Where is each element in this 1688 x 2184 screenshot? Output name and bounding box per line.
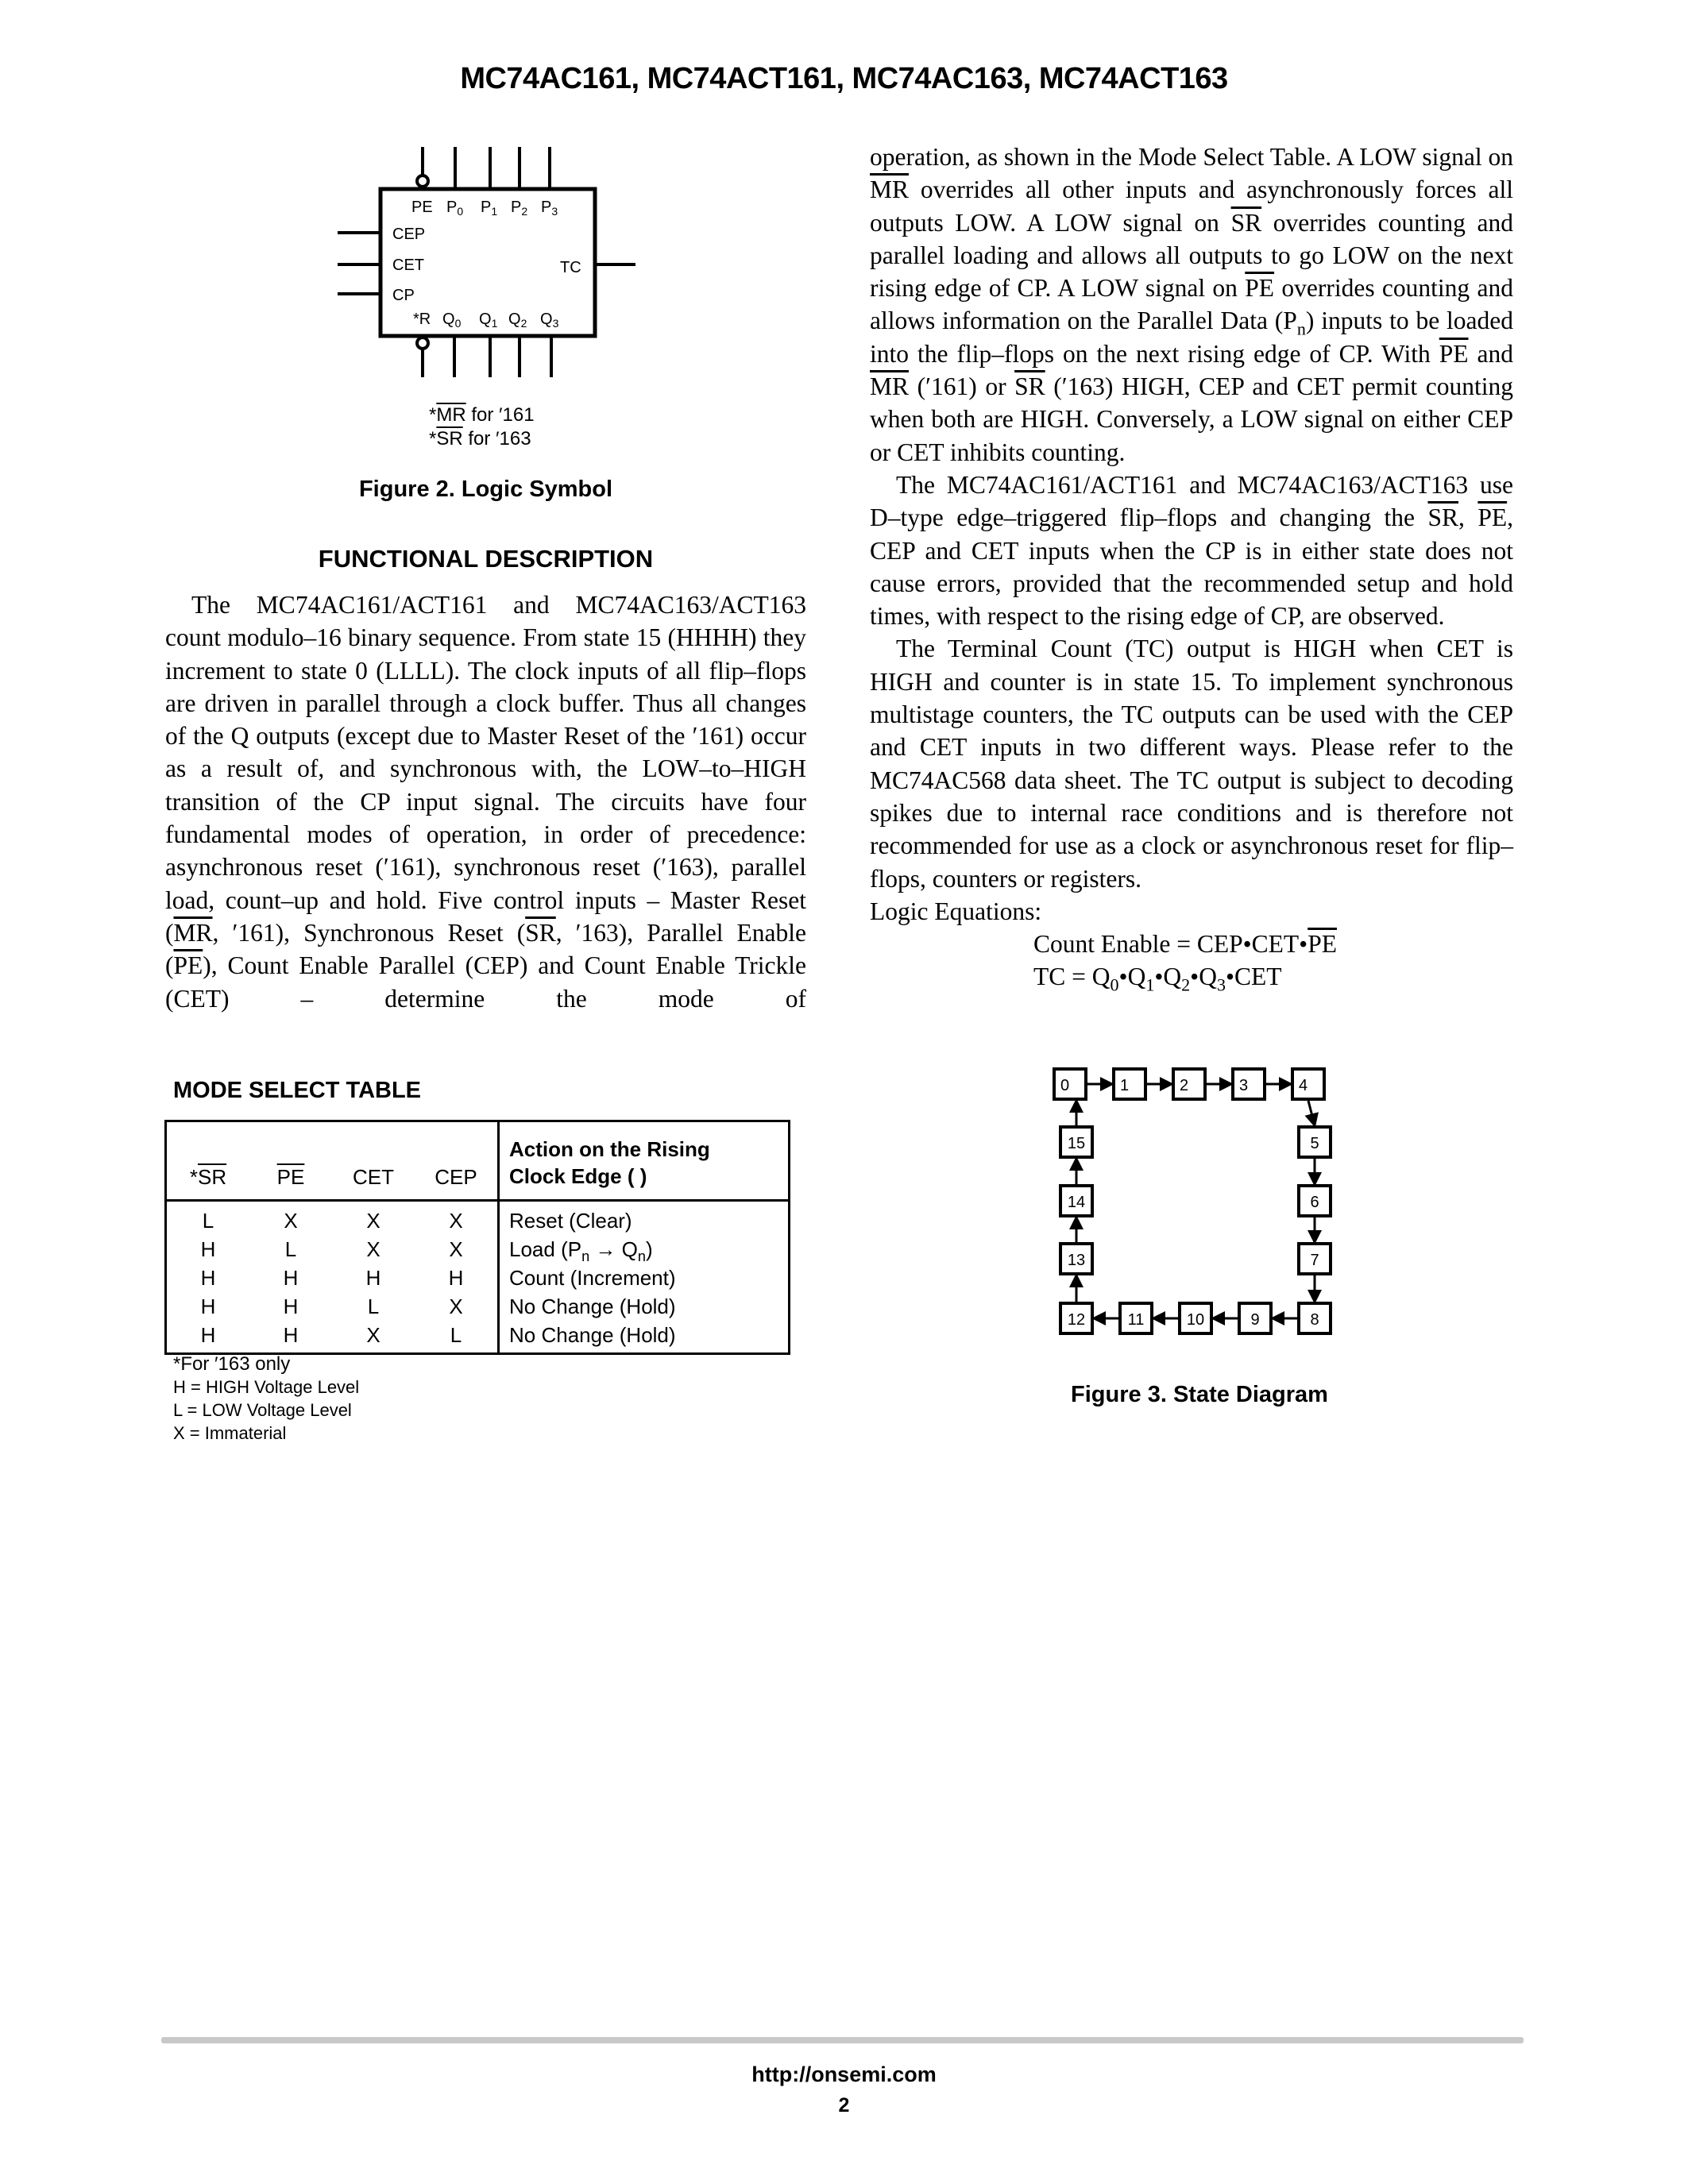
logic-equations-label: Logic Equations: [870,897,1042,925]
equation-count-enable: Count Enable = $CEP•CET•\overline{PE}$ [1033,930,1337,959]
state-label: 13 [1067,1252,1086,1269]
pin-label-cp: CP [392,287,415,304]
functional-description-left [165,588,806,1015]
state-label: 1 [1120,1077,1130,1094]
state-box-3 [1233,1069,1265,1099]
table-row [166,1292,790,1321]
note-immaterial: X = Immaterial [173,1423,287,1443]
transition-arrow-4-to-5 [1308,1101,1315,1125]
pin-label-r: *R [413,311,431,328]
cell-sr: H [200,1322,216,1347]
note-low: L = LOW Voltage Level [173,1400,352,1420]
pin-label-p1: $P_1$ [481,199,498,218]
cell-cet: H [365,1265,381,1290]
cell-sr: L [202,1208,214,1233]
cell-cep: L [450,1322,462,1347]
note-high: H = HIGH Voltage Level [173,1377,360,1397]
state-box-1 [1114,1069,1145,1099]
cell-sr: H [200,1294,216,1318]
functional-description-right [870,141,1513,994]
pin-label-cet: CET [392,257,424,274]
cell-action: No Change (Hold) [499,1292,790,1321]
pin-label-p2: $P_2$ [511,199,528,218]
figure-2-caption: Figure 2. Logic Symbol [358,477,613,502]
table-row [166,1321,790,1354]
paragraph-2: The MC74AC161/ACT161 and MC74AC163/ACT163 use D–type edge–triggered flip–flops and changing the $\overline{SR}$, $\overline{PE}$, CEP and CET inputs when the CP is in either state does not cause errors, provided that the recommended setup and hold times, with respect to the rising edge of CP, are observed. [870,470,1513,631]
pin-label-q3: $Q_3$ [540,311,559,330]
cell-action: Count (Increment) [499,1264,790,1292]
cell-pe: L [284,1237,297,1261]
state-label: 8 [1310,1311,1319,1329]
cell-cet: X [366,1237,380,1261]
pin-label-cep: CEP [392,226,426,243]
page-number: 2 [838,2094,850,2116]
header-sr: $*\overline{SR}$ [166,1121,250,1201]
cell-cet: X [366,1322,380,1347]
pe-inversion-bubble [417,176,428,187]
state-label: 2 [1180,1077,1189,1094]
table-row [166,1201,790,1236]
footer-url[interactable]: http://onsemi.com [751,2062,937,2086]
state-label: 14 [1067,1194,1086,1211]
cell-pe: H [283,1294,299,1318]
state-label: 9 [1250,1311,1260,1329]
cell-action: No Change (Hold) [499,1321,790,1354]
cell-cep: X [449,1208,463,1233]
equation-tc: TC = $Q_0•Q_1•Q_2•Q_3•CET$ [1033,963,1282,995]
cell-pe: X [284,1208,298,1233]
state-label: 10 [1186,1311,1205,1329]
cell-pe: H [283,1322,299,1347]
mode-select-table [164,1120,790,1355]
cell-sr: H [200,1265,216,1290]
cell-cet: X [366,1208,380,1233]
cell-cep: X [449,1237,463,1261]
state-label: 12 [1067,1311,1086,1329]
cell-pe: H [283,1265,299,1290]
pin-label-p0: $P_0$ [446,199,464,218]
pin-label-p3: $P_3$ [541,199,558,218]
cell-action: Reset (Clear) [499,1201,790,1236]
state-label: 6 [1310,1194,1319,1211]
state-box-0 [1054,1069,1086,1099]
table-row [166,1235,790,1264]
header-action: Action on the Rising Clock Edge ( ) [499,1121,790,1201]
pin-label-pe: PE [411,199,433,216]
note-sr: $*\overline{SR}$ for ′163 [429,428,531,450]
table-row [166,1264,790,1292]
pin-label-tc: TC [560,259,581,276]
state-label: 11 [1127,1311,1145,1329]
state-label: 15 [1067,1135,1086,1152]
state-label: 4 [1299,1077,1308,1094]
state-label: 3 [1239,1077,1249,1094]
state-label: 0 [1060,1077,1070,1094]
note-163-only: *For ′163 only [173,1353,291,1375]
header-pe: $\overline{PE}$ [249,1121,332,1201]
state-box-2 [1173,1069,1205,1099]
page-title: MC74AC161, MC74ACT161, MC74AC163, MC74ACT163 [460,62,1228,95]
header-cep: CEP [415,1121,499,1201]
logic-symbol-diagram [318,135,651,389]
mode-select-table-notes [173,1352,359,1445]
cell-cet: L [367,1294,380,1318]
paragraph-1-part-1: The MC74AC161/ACT161 and MC74AC163/ACT163 count modulo–16 binary sequence. From state 15 (HHHH) they increment to state 0 (LLLL). The clock inputs of all flip–flops are driven in parallel through a clock buffer. Thus all changes of the Q outputs (except due to Master Reset of the ′161) occur as a result of, and synchronous with, the LOW–to–HIGH transition of the CP input signal. The circuits have four fundamental modes of operation, in order of precedence: asynchronous reset (′161), synchronous reset (′163), parallel load, count–up and hold. Five control inputs – Master Reset ($\overline{MR}$, ′161), Synchronous Reset ($\overline{SR}$, ′163), Parallel Enable $(\overline{PE})$, Count Enable Parallel (CEP) and Count Enable Trickle (CET) – determine the mode of [165,591,806,1013]
section-heading: FUNCTIONAL DESCRIPTION [318,545,654,573]
logic-symbol-notes [429,403,535,451]
paragraph-1-part-2: operation, as shown in the Mode Select Table. A LOW signal on $\overline{MR}$ overrides all other inputs and asynchronously forces all outputs LOW. A LOW signal on $\overline{SR}$ overrides counting and parallel loading and allows all outputs to go LOW on the next rising edge of CP. A LOW signal on $\overline{PE}$ overrides counting and allows information on the Parallel Data $(P_n)$ inputs to be loaded into the flip–flops on the next rising edge of CP. With $\overline{PE}$ and $\overline{MR}$ (′161) or $\overline{SR}$ (′163) HIGH, CEP and CET permit counting when both are HIGH. Conversely, a LOW signal on either CEP or CET inhibits counting. [870,143,1513,466]
note-mr: $*\overline{MR}$ for ′161 [429,404,535,426]
table-header-row [166,1121,790,1201]
figure-3-caption: Figure 3. State Diagram [1071,1382,1328,1407]
cell-cep: H [448,1265,464,1290]
state-label: 7 [1310,1252,1319,1269]
pin-label-q2: $Q_2$ [508,311,527,330]
header-cet: CET [332,1121,415,1201]
mode-select-table-title: MODE SELECT TABLE [173,1078,422,1103]
cell-action: Load $(P_n \to Q_n)$ [499,1235,790,1264]
r-inversion-bubble [417,338,428,349]
pin-label-q1: $Q_1$ [479,311,498,330]
state-label: 5 [1310,1135,1319,1152]
pin-label-q0: $Q_0$ [442,311,462,330]
footer-divider [161,2037,1524,2043]
state-diagram [1041,1056,1342,1350]
cell-cep: X [449,1294,463,1318]
paragraph-3: The Terminal Count (TC) output is HIGH when CET is HIGH and counter is in state 15. To implement synchronous multistage counters, the TC outputs can be used with the CEP and CET inputs in two different ways. Please refer to the MC74AC568 data sheet. The TC output is subject to decoding spikes due to internal race conditions and is therefore not recommended for use as a clock or asynchronous reset for flip–flops, counters or registers. [870,635,1513,893]
cell-sr: H [200,1237,216,1261]
state-box-4 [1292,1069,1324,1099]
